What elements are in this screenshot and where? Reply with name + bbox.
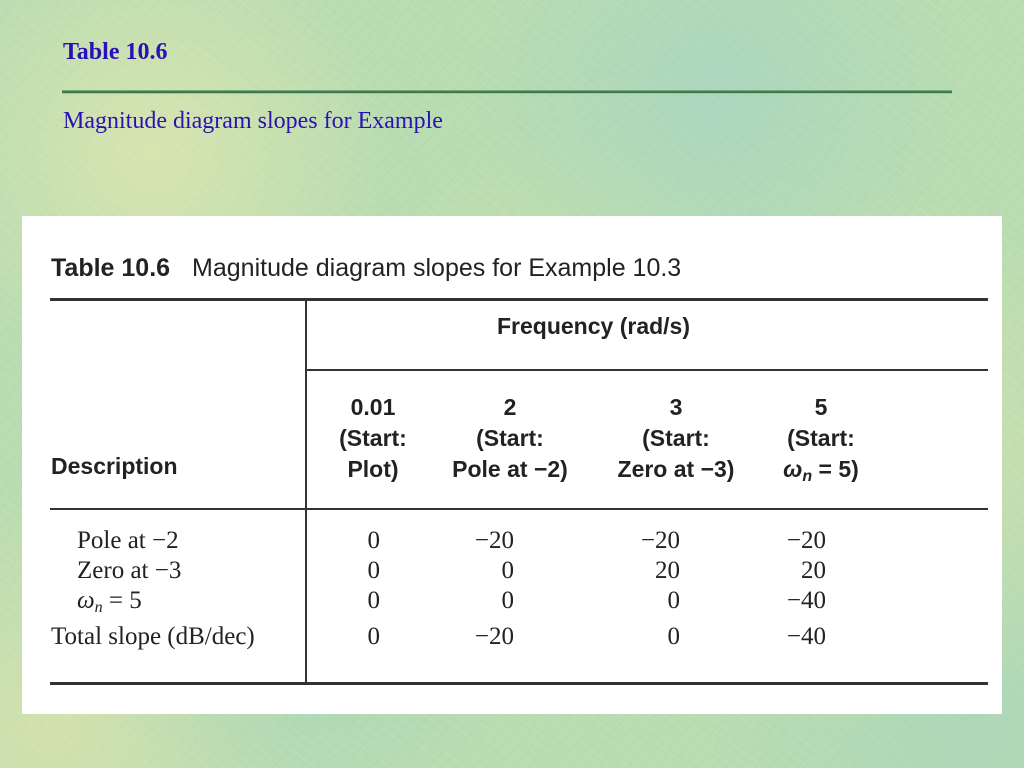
table-cell: −20 xyxy=(786,527,826,554)
table-cell: 0 xyxy=(367,557,380,584)
table-image-panel xyxy=(22,216,1002,714)
table-caption-text: Magnitude diagram slopes for Example 10.3 xyxy=(192,254,682,282)
table-top-rule xyxy=(50,298,988,301)
table-cell: 20 xyxy=(655,557,680,584)
table-cell: −40 xyxy=(786,587,826,614)
column-header-2: 2 (Start: Pole at −2) xyxy=(452,394,568,482)
table-cell: 0 xyxy=(501,557,514,584)
table-cell: 20 xyxy=(801,557,826,584)
slide-subtitle: Magnitude diagram slopes for Example xyxy=(63,108,443,134)
table-cell: −20 xyxy=(474,623,514,650)
table-caption xyxy=(51,254,681,283)
table-bottom-rule xyxy=(50,682,988,685)
table-cell: −20 xyxy=(640,527,680,554)
table-cell: 0 xyxy=(367,527,380,554)
header-bottom-rule xyxy=(50,508,988,510)
table-cell: 0 xyxy=(501,587,514,614)
table-cell: 0 xyxy=(367,587,380,614)
frequency-header-rule xyxy=(306,369,988,371)
row-label-total: Total slope (dB/dec) xyxy=(51,623,255,650)
table-cell: 0 xyxy=(667,623,680,650)
slide-title: Table 10.6 xyxy=(63,39,168,65)
column-header-5: 5 (Start: $\omega_n = 5$) xyxy=(783,394,859,485)
title-divider xyxy=(62,90,952,94)
omega-symbol: ω xyxy=(77,587,95,614)
table-cell: 0 xyxy=(667,587,680,614)
description-header: Description xyxy=(51,453,178,479)
table-caption-number: Table 10.6 xyxy=(51,254,171,282)
table-cell: −20 xyxy=(474,527,514,554)
column-header-0.01: 0.01 (Start: Plot) xyxy=(339,394,407,482)
table-cell: 0 xyxy=(367,623,380,650)
column-header-3: 3 (Start: Zero at −3) xyxy=(617,394,735,482)
table-cell: −40 xyxy=(786,623,826,650)
row-label-zero: Zero at −3 xyxy=(77,557,182,584)
frequency-group-header: Frequency (rad/s) xyxy=(497,313,690,339)
row-label-pole: Pole at −2 xyxy=(77,527,179,554)
row-label-omega: $\omega_n = 5$ xyxy=(77,587,142,616)
omega-symbol: ω xyxy=(783,456,803,482)
